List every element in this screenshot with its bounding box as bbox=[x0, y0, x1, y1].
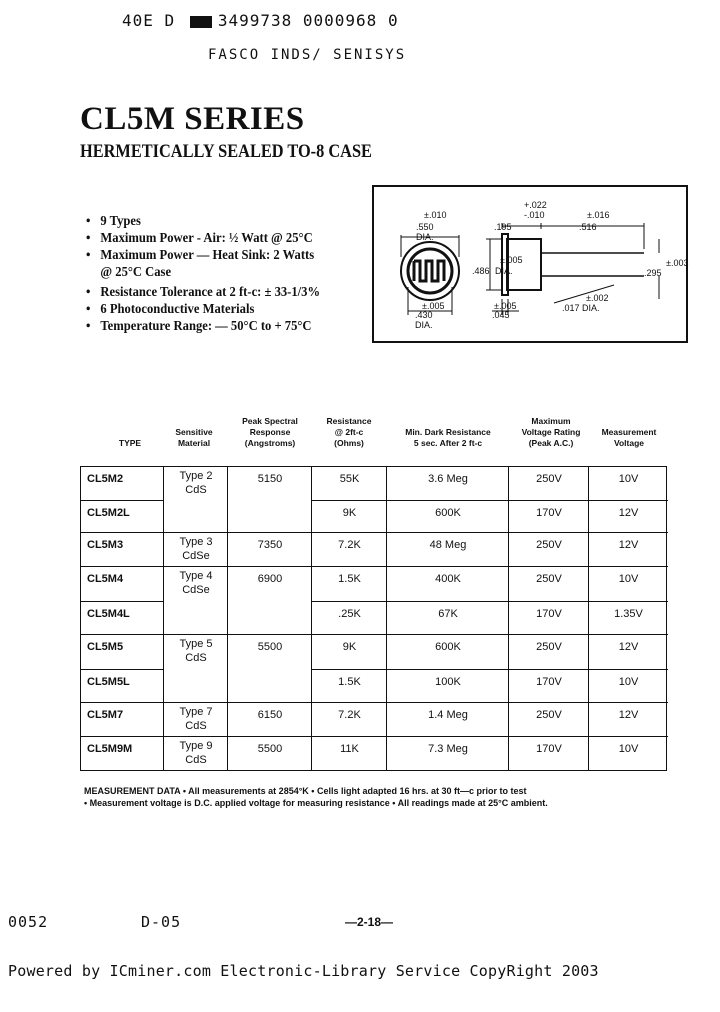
cell-resistance: 7.2K bbox=[338, 709, 361, 721]
table-col-divider bbox=[311, 467, 312, 770]
table-row-divider bbox=[312, 601, 668, 602]
table-col-divider bbox=[508, 467, 509, 770]
header-code-line bbox=[122, 11, 399, 30]
cell-voltage-rating: 250V bbox=[536, 641, 562, 653]
dim-label: ±.010 bbox=[424, 210, 447, 220]
cell-type: CL5M2 bbox=[87, 473, 124, 485]
table-row-divider bbox=[312, 500, 668, 501]
table-row-divider bbox=[81, 634, 668, 635]
feature-item-continued: @ 25°C Case bbox=[100, 265, 172, 280]
cell-measurement-voltage: 12V bbox=[618, 507, 639, 519]
cell-voltage-rating: 170V bbox=[536, 676, 562, 688]
cell-resistance: 1.5K bbox=[338, 676, 361, 688]
cell-type: CL5M2L bbox=[87, 507, 130, 519]
dim-label: .550 bbox=[416, 222, 434, 232]
cell-dark-resistance: 3.6 Meg bbox=[428, 473, 468, 485]
cell-measurement-voltage: 12V bbox=[618, 641, 639, 653]
table-row-divider bbox=[81, 736, 668, 737]
cell-spectral-response: 5150 bbox=[257, 473, 283, 485]
dim-label: DIA. bbox=[415, 320, 433, 330]
table-row-divider bbox=[81, 669, 164, 670]
feature-item: • 6 Photoconductive Materials bbox=[86, 301, 320, 318]
col-header-measurement-voltage: Measurement Voltage bbox=[601, 427, 657, 448]
table-row-divider bbox=[81, 500, 164, 501]
cell-type: CL5M4 bbox=[87, 573, 124, 585]
cell-type: CL5M9M bbox=[87, 743, 133, 755]
table-row-divider bbox=[81, 702, 668, 703]
table-row-divider bbox=[81, 566, 668, 567]
cell-resistance: 9K bbox=[342, 507, 357, 519]
col-header-dark-resistance: Min. Dark Resistance 5 sec. After 2 ft-c bbox=[405, 427, 491, 448]
company-name: FASCO INDS/ SENISYS bbox=[208, 47, 407, 63]
footer-code-mid: D-05 bbox=[141, 913, 182, 931]
cell-dark-resistance: 600K bbox=[435, 507, 461, 519]
cell-voltage-rating: 250V bbox=[536, 473, 562, 485]
cell-material: Type 5 CdS bbox=[179, 638, 213, 664]
cell-dark-resistance: 400K bbox=[435, 573, 461, 585]
page-title: CL5M SERIES bbox=[80, 101, 305, 137]
dim-label: -.010 bbox=[524, 210, 545, 220]
cell-dark-resistance: 600K bbox=[435, 641, 461, 653]
cell-spectral-response: 6150 bbox=[257, 709, 283, 721]
page-subtitle: HERMETICALLY SEALED TO-8 CASE bbox=[80, 141, 372, 162]
cell-measurement-voltage: 12V bbox=[618, 539, 639, 551]
table-col-divider bbox=[227, 467, 228, 770]
table-col-divider bbox=[386, 467, 387, 770]
col-header-material: Sensitive Material bbox=[175, 427, 213, 448]
measurement-notes bbox=[84, 785, 548, 809]
copyright-credit: Powered by ICminer.com Electronic-Library Service CopyRight 2003 bbox=[8, 962, 599, 980]
cell-voltage-rating: 250V bbox=[536, 539, 562, 551]
cell-type: CL5M5L bbox=[87, 676, 130, 688]
footer-code-left: 0052 bbox=[8, 913, 49, 931]
table-row-divider bbox=[81, 601, 164, 602]
col-header-spectral: Peak Spectral Response (Angstroms) bbox=[242, 416, 298, 448]
spec-table bbox=[80, 466, 667, 771]
cell-type: CL5M4L bbox=[87, 608, 130, 620]
cell-measurement-voltage: 1.35V bbox=[614, 608, 643, 620]
cell-spectral-response: 7350 bbox=[257, 539, 283, 551]
case-outline-diagram bbox=[372, 185, 688, 343]
feature-item: • Maximum Power - Air: ½ Watt @ 25°C bbox=[86, 230, 320, 247]
header-code-left: 40E D bbox=[122, 11, 176, 30]
cell-resistance: 1.5K bbox=[338, 573, 361, 585]
cell-measurement-voltage: 10V bbox=[618, 676, 639, 688]
table-row-divider bbox=[81, 532, 668, 533]
dim-label: DIA. bbox=[495, 266, 513, 276]
cell-voltage-rating: 170V bbox=[536, 507, 562, 519]
note-line: MEASUREMENT DATA • All measurements at 2854°K • Cells light adapted 16 hrs. at 30 ft—c prior to test bbox=[84, 786, 527, 796]
cell-type: CL5M5 bbox=[87, 641, 124, 653]
cell-material: Type 3 CdSe bbox=[179, 536, 213, 562]
feature-list bbox=[86, 213, 346, 335]
dim-label: .045 bbox=[492, 310, 510, 320]
feature-item: • Temperature Range: — 50°C to + 75°C bbox=[86, 318, 320, 335]
page-number: —2-18— bbox=[345, 915, 394, 929]
feature-item: • Maximum Power — Heat Sink: 2 Watts bbox=[86, 247, 320, 264]
dim-label: ±.016 bbox=[587, 210, 610, 220]
note-line: • Measurement voltage is D.C. applied voltage for measuring resistance • All readings made at 25°C ambient. bbox=[84, 798, 548, 808]
cell-resistance: 9K bbox=[342, 641, 357, 653]
dim-label: ±.005 bbox=[422, 301, 445, 311]
cell-dark-resistance: 48 Meg bbox=[429, 539, 467, 551]
cell-material: Type 9 CdS bbox=[179, 740, 213, 766]
dim-label: .195 bbox=[494, 222, 512, 232]
cell-type: CL5M7 bbox=[87, 709, 124, 721]
cell-voltage-rating: 170V bbox=[536, 608, 562, 620]
cell-measurement-voltage: 10V bbox=[618, 573, 639, 585]
cell-measurement-voltage: 12V bbox=[618, 709, 639, 721]
dim-label: ±.005 bbox=[494, 301, 517, 311]
col-header-type: TYPE bbox=[118, 438, 142, 448]
table-row-divider bbox=[312, 669, 668, 670]
dim-label: ±.002 bbox=[586, 293, 609, 303]
dim-label: +.022 bbox=[524, 200, 547, 210]
feature-item: • Resistance Tolerance at 2 ft-c: ± 33-1/3% bbox=[86, 284, 320, 301]
cell-voltage-rating: 250V bbox=[536, 573, 562, 585]
cell-voltage-rating: 170V bbox=[536, 743, 562, 755]
cell-spectral-response: 6900 bbox=[257, 573, 283, 585]
feature-item: • 9 Types bbox=[86, 213, 320, 230]
dim-label: .295 bbox=[644, 268, 662, 278]
cell-resistance: .25K bbox=[338, 608, 361, 620]
cell-resistance: 11K bbox=[340, 743, 359, 755]
cell-dark-resistance: 1.4 Meg bbox=[428, 709, 468, 721]
dim-label: ±.003 bbox=[666, 258, 689, 268]
cell-measurement-voltage: 10V bbox=[618, 473, 639, 485]
cell-resistance: 7.2K bbox=[338, 539, 361, 551]
cell-dark-resistance: 100K bbox=[435, 676, 461, 688]
photocell-front-view bbox=[401, 242, 459, 300]
dim-label: ±.005 bbox=[500, 255, 523, 265]
col-header-voltage-rating: Maximum Voltage Rating (Peak A.C.) bbox=[521, 416, 581, 448]
table-col-divider bbox=[163, 467, 164, 770]
cell-spectral-response: 5500 bbox=[257, 743, 283, 755]
cell-spectral-response: 5500 bbox=[257, 641, 283, 653]
header-code-right: 3499738 0000968 0 bbox=[217, 11, 399, 30]
redaction-block bbox=[190, 16, 212, 28]
cell-resistance: 55K bbox=[339, 473, 360, 485]
dim-label: .017 DIA. bbox=[562, 303, 600, 313]
cell-dark-resistance: 7.3 Meg bbox=[428, 743, 468, 755]
cell-dark-resistance: 67K bbox=[438, 608, 458, 620]
dim-label: .516 bbox=[579, 222, 597, 232]
dim-label: DIA. bbox=[416, 232, 434, 242]
cell-material: Type 7 CdS bbox=[179, 706, 213, 732]
cell-material: Type 4 CdSe bbox=[179, 570, 213, 596]
cell-material: Type 2 CdS bbox=[179, 470, 213, 496]
col-header-resistance: Resistance @ 2ft-c (Ohms) bbox=[326, 416, 372, 448]
table-col-divider bbox=[588, 467, 589, 770]
dim-label: .430 bbox=[415, 310, 433, 320]
case-outline-drawing bbox=[374, 187, 690, 345]
cell-type: CL5M3 bbox=[87, 539, 124, 551]
cell-measurement-voltage: 10V bbox=[618, 743, 639, 755]
dim-label: .486 bbox=[472, 266, 490, 276]
cell-voltage-rating: 250V bbox=[536, 709, 562, 721]
